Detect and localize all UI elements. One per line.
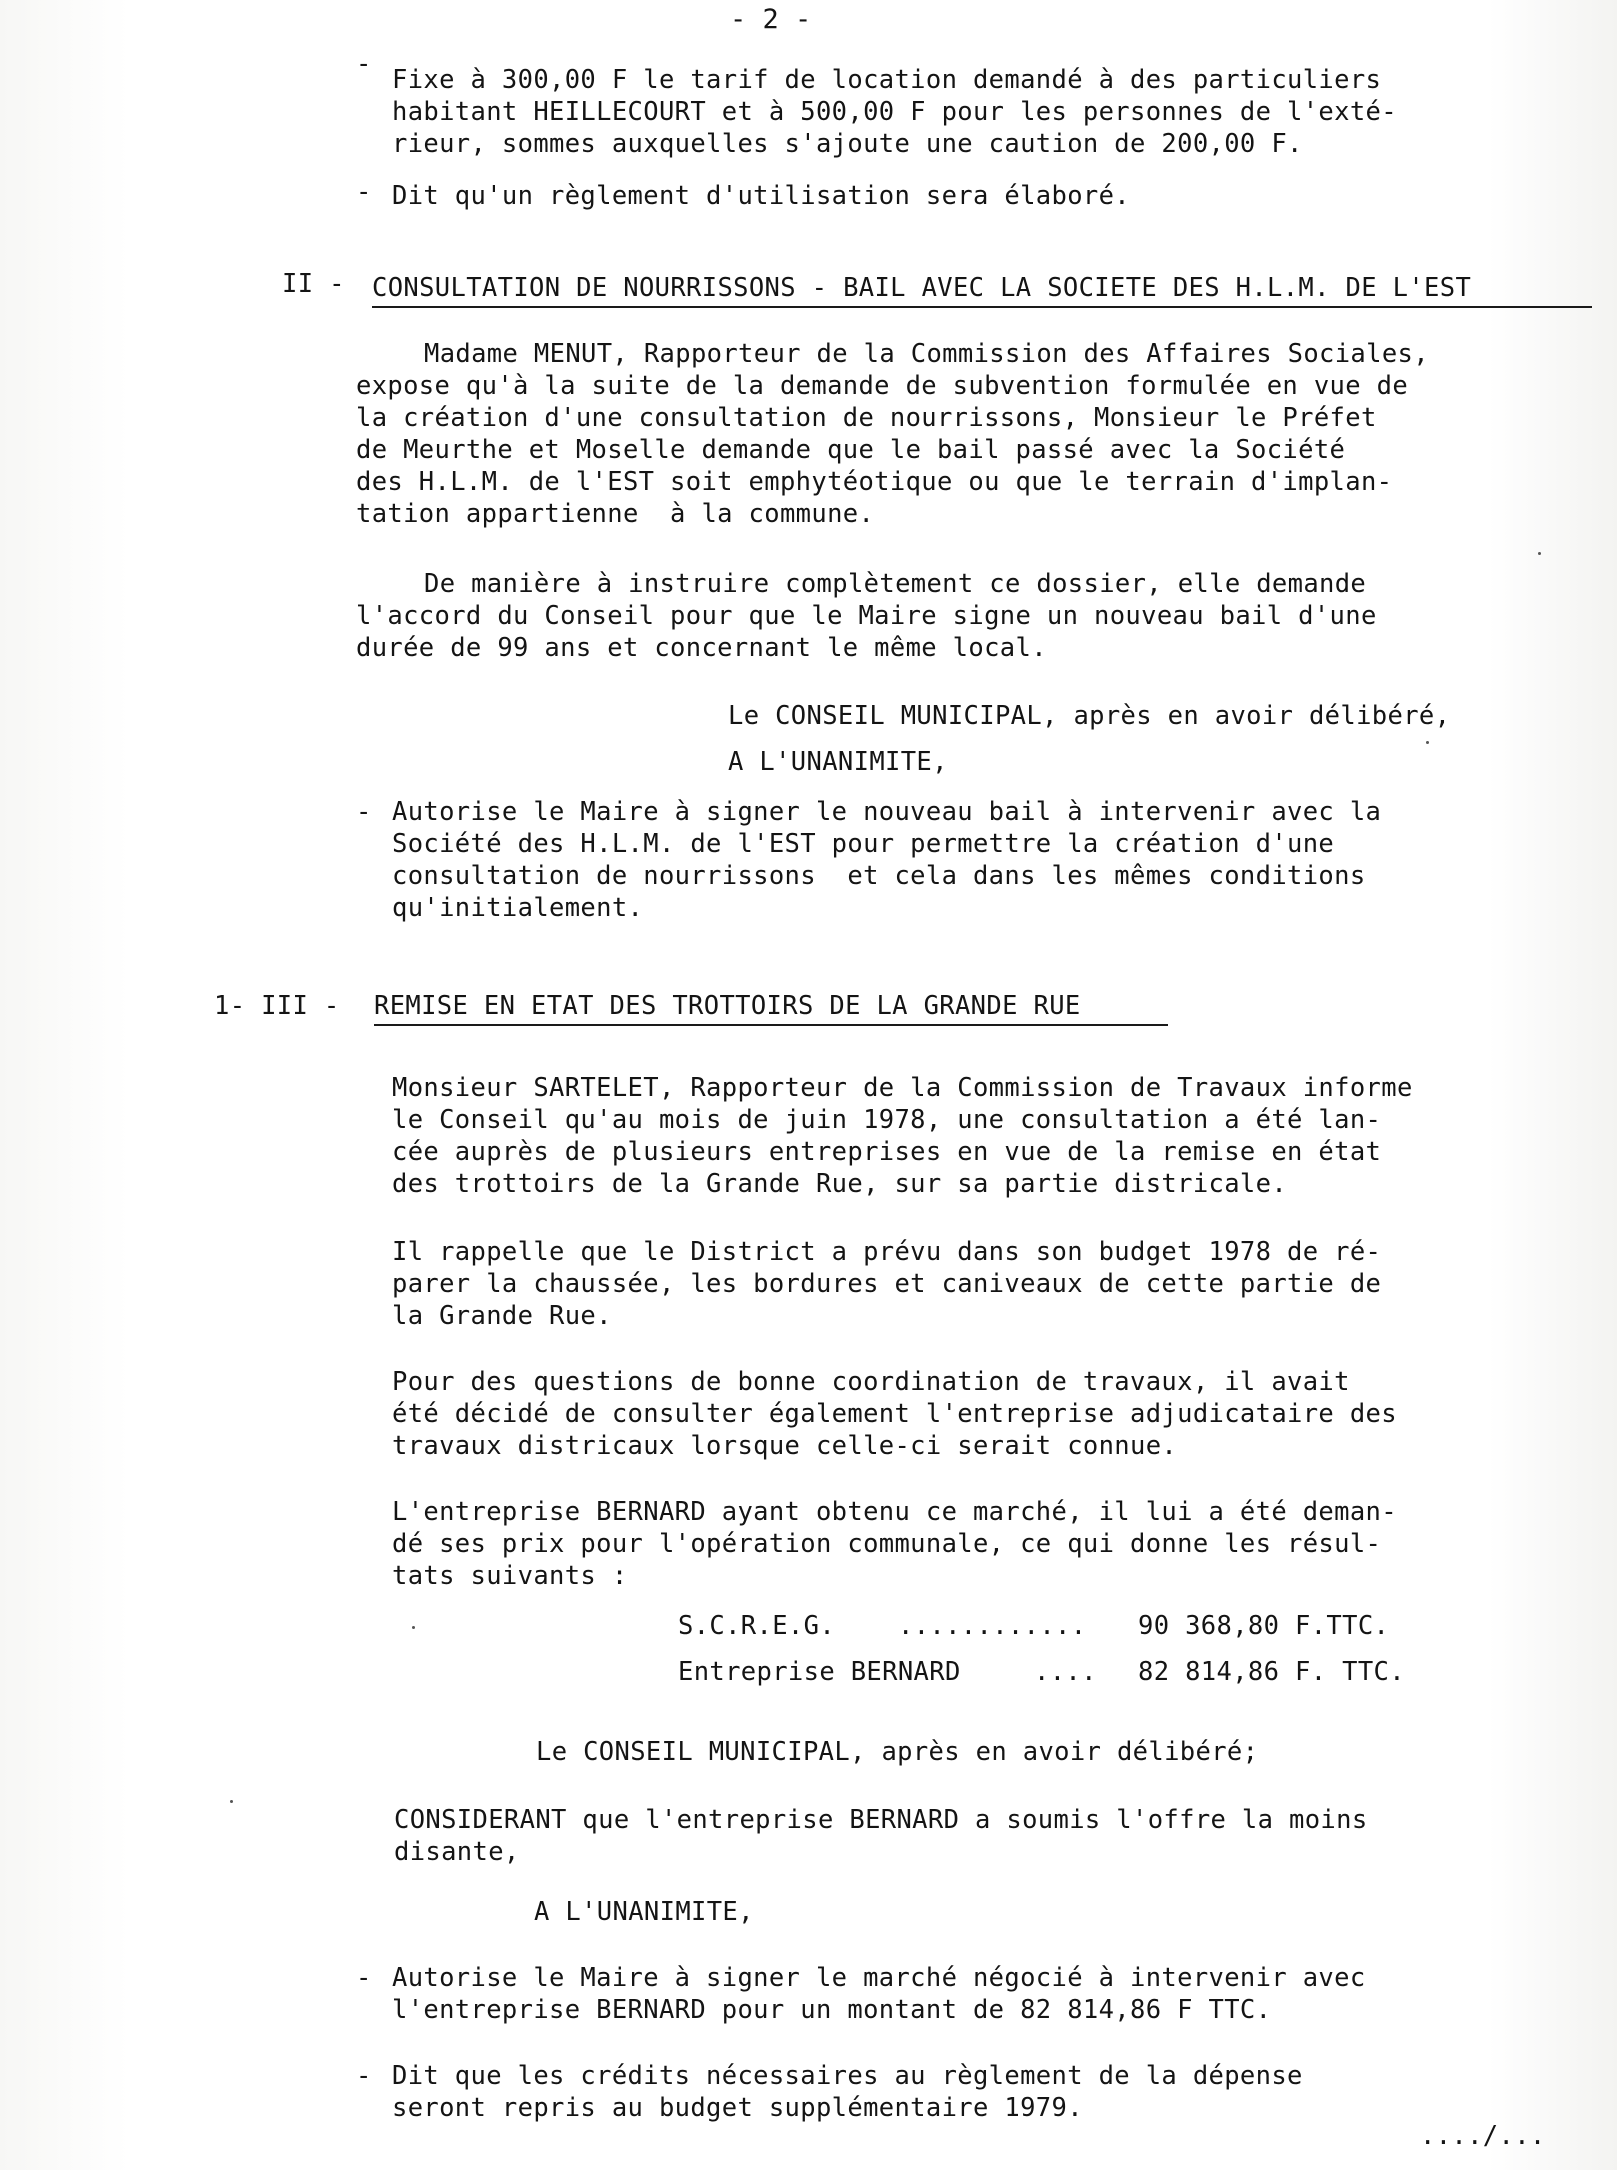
section-3-number: 1- III - — [214, 991, 340, 1021]
scan-speck — [1538, 552, 1541, 555]
s3-para4-line-2: dé ses prix pour l'opération communale, ce qui donne les résul- — [392, 1529, 1382, 1559]
bullet-dash: - — [356, 1963, 372, 1993]
s2-decision-line-3: consultation de nourrissons et cela dans les mêmes conditions — [392, 861, 1366, 891]
s3-decision-1-line-1: Autorise le Maire à signer le marché négocié à intervenir avec — [392, 1963, 1366, 1993]
s2-para1-line-4: de Meurthe et Moselle demande que le bail passé avec la Société — [356, 435, 1346, 465]
s3-para2-line-3: la Grande Rue. — [392, 1301, 612, 1331]
bullet-dash: - — [356, 177, 372, 207]
s2-unanimity: A L'UNANIMITE, — [728, 747, 948, 777]
s3-para3-line-2: été décidé de consulter également l'entreprise adjudicataire des — [392, 1399, 1397, 1429]
bullet-dash: - — [356, 49, 372, 79]
s3-para3-line-1: Pour des questions de bonne coordination de travaux, il avait — [392, 1367, 1350, 1397]
s3-decision-2-line-1: Dit que les crédits nécessaires au règlement de la dépense — [392, 2061, 1303, 2091]
s3-considering-line-1: CONSIDERANT que l'entreprise BERNARD a soumis l'offre la moins — [394, 1805, 1368, 1835]
scan-speck — [230, 1800, 233, 1803]
s3-para4-line-3: tats suivants : — [392, 1561, 628, 1591]
s3-para2-line-2: parer la chaussée, les bordures et caniveaux de cette partie de — [392, 1269, 1382, 1299]
bid-amount: 82 814,86 F. TTC. — [1138, 1657, 1405, 1687]
s2-para1-line-3: la création d'une consultation de nourrissons, Monsieur le Préfet — [356, 403, 1377, 433]
s3-unanimity: A L'UNANIMITE, — [534, 1897, 754, 1927]
s2-para2-line-3: durée de 99 ans et concernant le même local. — [356, 633, 1047, 663]
s3-council-deliberation: Le CONSEIL MUNICIPAL, après en avoir délibéré; — [536, 1737, 1259, 1767]
s3-para4-line-1: L'entreprise BERNARD ayant obtenu ce marché, il lui a été deman- — [392, 1497, 1397, 1527]
s2-decision-line-1: Autorise le Maire à signer le nouveau bail à intervenir avec la — [392, 797, 1382, 827]
scan-speck — [1426, 741, 1429, 744]
bullet-dash: - — [356, 2061, 372, 2091]
s2-decision-line-4: qu'initialement. — [392, 893, 644, 923]
s3-para1-line-4: des trottoirs de la Grande Rue, sur sa partie districale. — [392, 1169, 1288, 1199]
continuation-marker: ..../... — [1420, 2121, 1546, 2151]
s3-para2-line-1: Il rappelle que le District a prévu dans son budget 1978 de ré- — [392, 1237, 1382, 1267]
s3-decision-2-line-2: seront repris au budget supplémentaire 1979. — [392, 2093, 1083, 2123]
bid-dots: .... — [1034, 1657, 1097, 1687]
intro-item-1-line-2: habitant HEILLECOURT et à 500,00 F pour les personnes de l'exté- — [392, 97, 1397, 127]
s2-para1-line-6: tation appartienne à la commune. — [356, 499, 875, 529]
s3-para3-line-3: travaux districaux lorsque celle-ci serait connue. — [392, 1431, 1178, 1461]
bid-dots: ............ — [898, 1611, 1087, 1641]
s2-decision-line-2: Société des H.L.M. de l'EST pour permettre la création d'une — [392, 829, 1335, 859]
s3-decision-1-line-2: l'entreprise BERNARD pour un montant de 82 814,86 F TTC. — [392, 1995, 1272, 2025]
bullet-dash: - — [356, 797, 372, 827]
page-number: - 2 - — [730, 4, 812, 35]
s3-considering-line-2: disante, — [394, 1837, 520, 1867]
intro-item-1-line-1: Fixe à 300,00 F le tarif de location demandé à des particuliers — [392, 65, 1382, 95]
section-3-title: REMISE EN ETAT DES TROTTOIRS DE LA GRANDE RUE — [374, 991, 1081, 1021]
s2-para1-line-1: Madame MENUT, Rapporteur de la Commission des Affaires Sociales, — [424, 339, 1429, 369]
section-2-number: II - — [282, 269, 345, 299]
s3-para1-line-3: cée auprès de plusieurs entreprises en vue de la remise en état — [392, 1137, 1382, 1167]
s2-para2-line-2: l'accord du Conseil pour que le Maire signe un nouveau bail d'une — [356, 601, 1377, 631]
section-3-title-underline — [374, 1024, 1168, 1026]
intro-item-1-line-3: rieur, sommes auxquelles s'ajoute une caution de 200,00 F. — [392, 129, 1303, 159]
s2-para1-line-2: expose qu'à la suite de la demande de subvention formulée en vue de — [356, 371, 1409, 401]
s3-para1-line-1: Monsieur SARTELET, Rapporteur de la Commission de Travaux informe — [392, 1073, 1413, 1103]
section-2-title-underline — [372, 306, 1592, 308]
bid-name: Entreprise BERNARD — [678, 1657, 961, 1687]
s2-para1-line-5: des H.L.M. de l'EST soit emphytéotique ou que le terrain d'implan- — [356, 467, 1393, 497]
scan-speck — [412, 1626, 415, 1629]
bid-name: S.C.R.E.G. — [678, 1611, 836, 1641]
s2-council-deliberation: Le CONSEIL MUNICIPAL, après en avoir délibéré, — [728, 701, 1451, 731]
intro-item-2-line-1: Dit qu'un règlement d'utilisation sera élaboré. — [392, 181, 1131, 211]
s2-para2-line-1: De manière à instruire complètement ce dossier, elle demande — [424, 569, 1367, 599]
section-2-title: CONSULTATION DE NOURRISSONS - BAIL AVEC LA SOCIETE DES H.L.M. DE L'EST — [372, 273, 1472, 303]
bid-amount: 90 368,80 F.TTC. — [1138, 1611, 1390, 1641]
s3-para1-line-2: le Conseil qu'au mois de juin 1978, une consultation a été lan- — [392, 1105, 1382, 1135]
